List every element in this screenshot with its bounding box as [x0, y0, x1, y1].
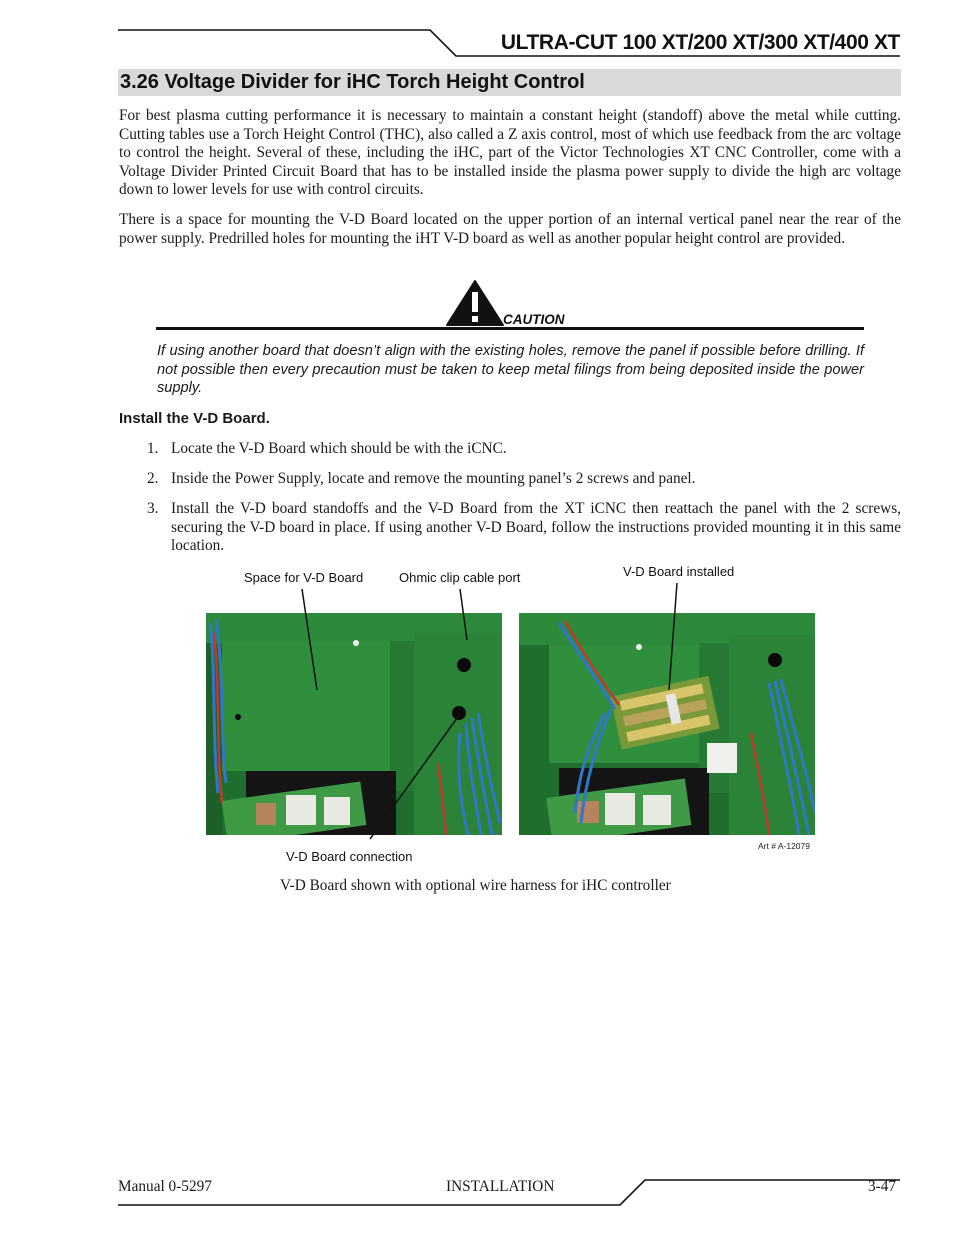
- mounting-paragraph: There is a space for mounting the V-D Board located on the upper portion of an internal vertical panel near the rear of the power supply. Predrilled holes for mounting the iHT V-D board as well as another popular height control are provided.: [119, 211, 901, 247]
- caution-icon: [445, 279, 505, 327]
- callout-board-installed: V-D Board installed: [623, 564, 735, 579]
- section-title: 3.26 Voltage Divider for iHC Torch Height Control: [120, 71, 585, 93]
- caution-text: If using another board that doesn’t align with the existing holes, remove the panel if possible before drilling. If not possible then every precaution must be taken to keep metal filings from being deposited inside the power supply.: [157, 343, 864, 397]
- step-2-number: 2.: [147, 470, 159, 487]
- callout-space-for-board: Space for V-D Board: [244, 570, 364, 585]
- callout-board-connection: V-D Board connection: [286, 849, 413, 864]
- footer-section-name: INSTALLATION: [446, 1178, 555, 1195]
- step-3-text: Install the V-D board standoffs and the V-D Board from the XT iCNC then reattach the panel with the 2 screws, securing the V-D board in place. If using another V-D Board, follow the instructions provided mounting it in this same location.: [171, 500, 901, 555]
- step-1-number: 1.: [147, 440, 159, 457]
- callout-ohmic-port: Ohmic clip cable port: [399, 570, 521, 585]
- install-heading: Install the V-D Board.: [119, 410, 270, 427]
- footer-manual-number: Manual 0-5297: [118, 1178, 212, 1195]
- step-2-text: Inside the Power Supply, locate and remove the mounting panel’s 2 screws and panel.: [171, 470, 696, 487]
- document-title: ULTRA-CUT 100 XT/200 XT/300 XT/400 XT: [500, 31, 900, 54]
- step-1-text: Locate the V-D Board which should be with the iCNC.: [171, 440, 507, 457]
- footer-page-number: 3-47: [868, 1178, 897, 1195]
- step-3-number: 3.: [147, 500, 159, 517]
- art-number: Art # A-12079: [758, 841, 810, 851]
- intro-paragraph: For best plasma cutting performance it is necessary to maintain a constant height (standoff) above the metal while cutting. Cutting tables use a Torch Height Control (THC), also called a Z axis control, most of which use feedback from the arc voltage to control the height. Several of these, including the iHC, part of the Victor Technologies XT CNC Controller, come with a Voltage Divider Printed Circuit Board that has to be installed inside the plasma power supply to divide the high arc voltage down to lower levels for use with control circuits.: [119, 107, 901, 199]
- callout-leaders: [0, 580, 954, 880]
- figure-caption: V-D Board shown with optional wire harness for iHC controller: [280, 877, 671, 894]
- caution-rule: [156, 327, 864, 330]
- caution-label: CAUTION: [503, 312, 565, 327]
